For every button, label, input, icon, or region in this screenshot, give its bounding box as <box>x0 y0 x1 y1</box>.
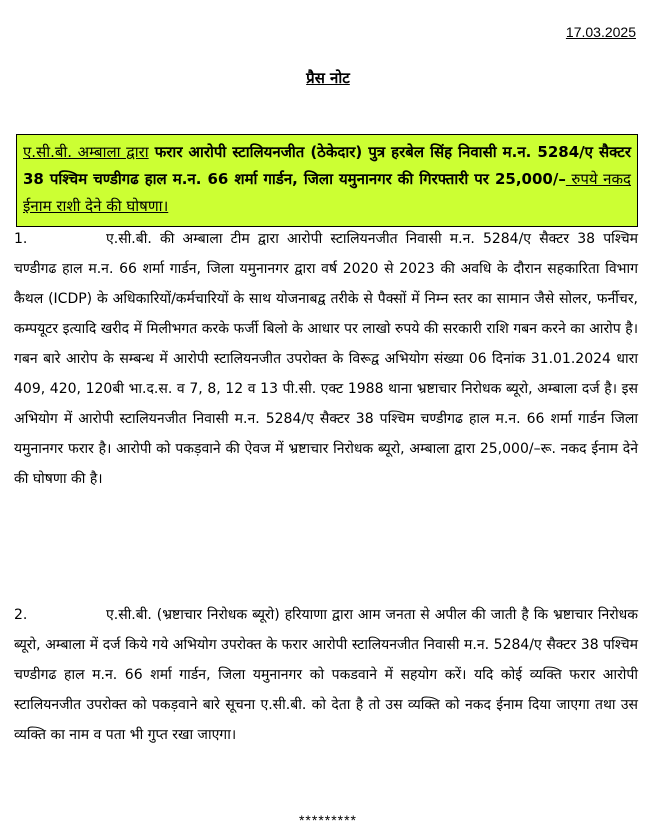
paragraph-1-text: ए.सी.बी. की अम्बाला टीम द्वारा आरोपी स्टालियनजीत निवासी म.न. 5284/ए सैक्टर 38 पश्चिम चण्डीगढ हाल म.न. 66 शर्मा गार्डन, जिला यमुनानगर द्वारा वर्ष 2020 से 2023 की अवधि के दौरान सहकारिता विभाग कैथल (ICDP) के अधिकारियों/कर्मचारियों के साथ योजनाबद्व तरीके से पैक्सों में निम्न स्तर का सामान जैसे सोलर, फर्नीचर, कम्पयूटर इत्यादि खरीद में मिलीभगत करके फर्जी बिलो के आधार पर लाखो रुपये की सरकारी राशि गबन करने का आरोप है। गबन बारे आरोप के सम्बन्ध में आरोपी स्टालियनजीत उपरोक्त के विरूद्व अभियोग संख्या 06 दिनांक 31.01.2024 धारा 409, 420, 120बी भा.द.स. व 7, 8, 12 व 13 पी.सी. एक्ट 1988 थाना भ्रष्टाचार निरोधक ब्यूरो, अम्बाला दर्ज है। इस अभियोग में आरोपी स्टालियनजीत निवासी म.न. 5284/ए सैक्टर 38 पश्चिम चण्डीगढ हाल म.न. 66 शर्मा गार्डन जिला यमुनानगर फरार है। आरोपी को पकड़वाने की ऐवज में भ्रष्टाचार निरोधक ब्यूरो, अम्बाला द्वारा 25,000/–रू. नकद ईनाम देने की घोषणा की है। <box>14 231 638 487</box>
document-title: प्रैस नोट <box>306 69 350 87</box>
paragraph-1-number: 1. <box>14 231 28 247</box>
paragraph-1 <box>14 224 638 494</box>
paragraph-2-number: 2. <box>14 607 28 623</box>
headline-suffix: रुपये नकद ईनाम राशी देने की घोषणा। <box>23 170 631 215</box>
headline-prefix: ए.सी.बी. अम्बाला द्वारा <box>23 143 149 161</box>
document-date: 17.03.2025 <box>565 24 636 40</box>
headline-box <box>16 134 638 227</box>
end-marker: ********* <box>298 812 358 828</box>
paragraph-2 <box>14 600 638 750</box>
headline-main: फरार आरोपी स्टालियनजीत (ठेकेदार) पुत्र हरबेल सिंह निवासी म.न. 5284/ए सैक्टर 38 पश्चिम चण्डीगढ हाल म.न. 66 शर्मा गार्डन, जिला यमुनानगर की गिरफ्तारी पर 25,000/– <box>23 143 631 188</box>
paragraph-2-text: ए.सी.बी. (भ्रष्टाचार निरोधक ब्यूरो) हरियाणा द्वारा आम जनता से अपील की जाती है कि भ्रष्टाचार निरोधक ब्यूरो, अम्बाला में दर्ज किये गये अभियोग उपरोक्त के फरार आरोपी स्टालियनजीत निवासी म.न. 5284/ए सैक्टर 38 पश्चिम चण्डीगढ हाल म.न. 66 शर्मा गार्डन, जिला यमुनानगर को पकडवाने में सहयोग करें। यदि कोई व्यक्ति फरार आरोपी स्टालियनजीत उपरोक्त को पकड़वाने बारे सूचना ए.सी.बी. को देता है तो उस व्यक्ति को नकद ईनाम दिया जाएगा तथा उस व्यक्ति का नाम व पता भी गुप्त रखा जाएगा। <box>14 607 638 743</box>
